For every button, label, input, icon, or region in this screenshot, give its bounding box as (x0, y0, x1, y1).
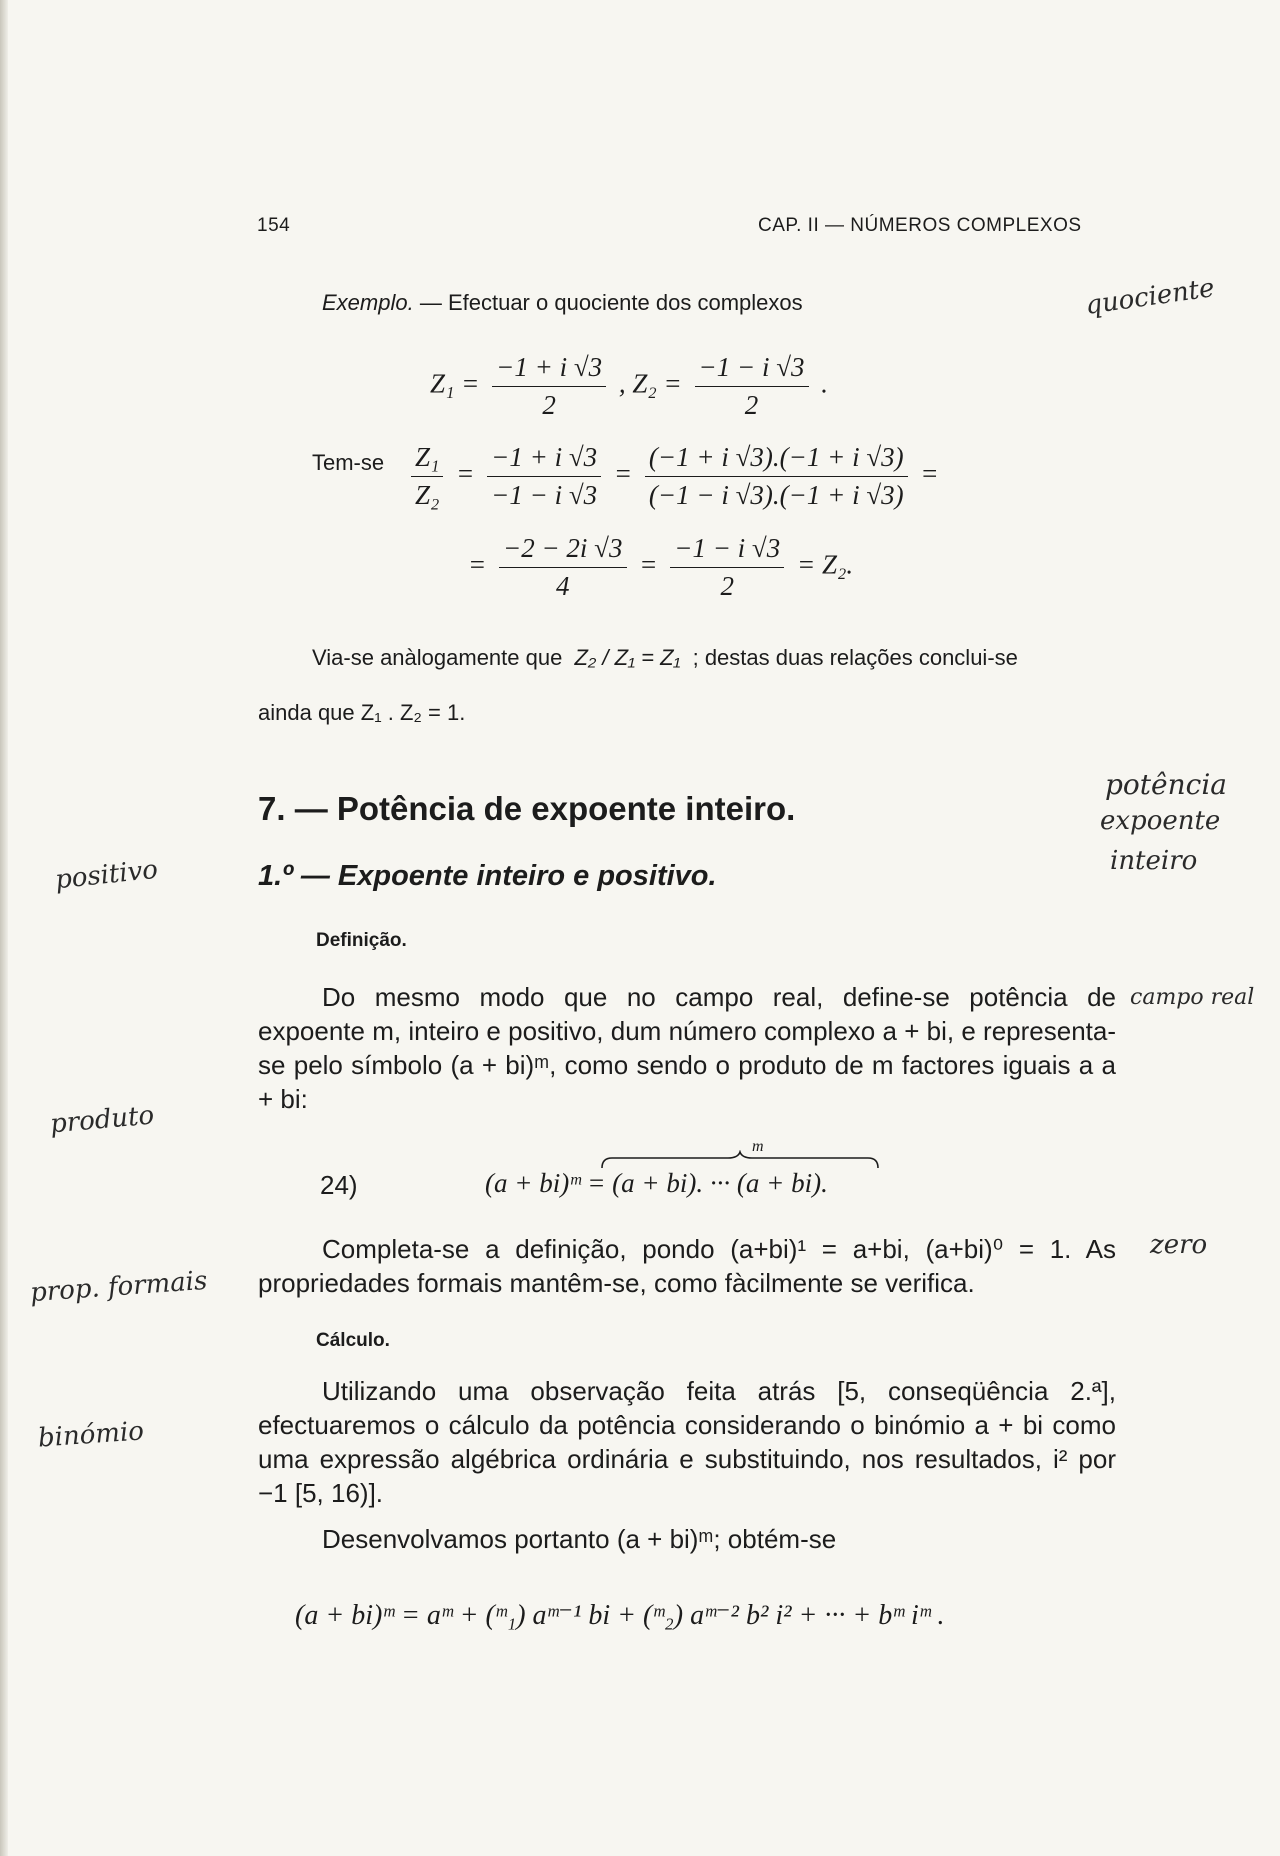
z1-over-z2 (411, 442, 443, 511)
frac-den: 4 (555, 571, 570, 601)
z2-fraction (695, 352, 809, 421)
frac-num: (−1 + i √3).(−1 + i √3) (645, 442, 908, 477)
chapter-header: CAP. II — NÚMEROS COMPLEXOS (758, 215, 1082, 236)
frac-num: −1 + i √3 (487, 442, 601, 477)
frac-den: (−1 − i √3).(−1 + i √3) (648, 480, 904, 510)
section-title: 7. — Potência de expoente inteiro. (258, 790, 796, 827)
viase-relation: Z₂ / Z₁ = Z₁ (574, 645, 681, 670)
note-binomio: binómio (37, 1416, 145, 1454)
completa-text: Completa-se a definição, pondo (a+bi)¹ = a+bi, (a+bi)⁰ = 1. As propriedades formais mantêm-se, como fàcilmente se verifica. (258, 1234, 1116, 1298)
quotient-equation: $\frac{\text{Z₁}}{\text{Z₂}}$ = $\frac{-1 + i √3}{-1 - i √3}$ = $\frac{(-1 + i √3).(-1 + i √3)}{(-1 - i √3).(-1 + i √3)}$ = (405, 442, 939, 511)
viase-text (312, 645, 1018, 671)
calculo-text: Utilizando uma observação feita atrás [5, conseqüência 2.ª], efectuaremos o cálculo da potência considerando o binómio a + bi como uma expressão algébrica ordinária e substituindo, nos resultados, i² por −1 [5, 16)]. (258, 1376, 1116, 1508)
quotient-result: = $\frac{-2 - 2i √3}{4}$ = $\frac{-1 - i √3}{2}$ = Z₂. (468, 533, 854, 601)
note-produto: produto (48, 1100, 156, 1140)
brace-m-label: m (752, 1138, 764, 1155)
calculo-paragraph (258, 1374, 1116, 1510)
note-zero: zero (1150, 1230, 1208, 1260)
z1-fraction (492, 352, 606, 421)
note-expoente: expoente (1100, 806, 1221, 836)
calculo-heading: Cálculo. (316, 1330, 390, 1351)
frac-num: −1 − i √3 (670, 533, 784, 568)
result-step1 (499, 533, 627, 602)
z2-numerator: −1 − i √3 (695, 352, 809, 387)
ainda-text: ainda que Z₁ . Z₂ = 1. (258, 700, 466, 725)
equation-label: 24) (320, 1170, 358, 1200)
viase-conclusion: ; destas duas relações conclui-se (692, 645, 1018, 670)
z2-lhs: , Z₂ = (618, 368, 682, 399)
page-number: 154 (257, 215, 291, 236)
definition-equation: (a + bi)ᵐ = (a + bi). ··· (a + bi). (485, 1168, 828, 1198)
frac-den: −1 − i √3 (491, 480, 598, 510)
z1-numerator: −1 + i √3 (492, 352, 606, 387)
frac-den: Z₂ (415, 480, 440, 510)
z2-denominator: 2 (744, 390, 759, 420)
note-prop-formais: prop. formais (29, 1265, 209, 1309)
desenvolvamos-text: Desenvolvamos portanto (a + bi)ᵐ; obtém-se (322, 1524, 837, 1554)
completa-paragraph (258, 1232, 1116, 1300)
binomial-expansion: (a + bi)ᵐ = aᵐ + (ᵐ₁) aᵐ⁻¹ bi + (ᵐ₂) aᵐ⁻² b² i² + ··· + bᵐ iᵐ . (295, 1600, 945, 1631)
note-campo-real: campo real (1130, 985, 1255, 1010)
note-potencia: potência (1105, 768, 1227, 801)
result-step2 (670, 533, 784, 602)
z1-denominator: 2 (542, 390, 556, 420)
z-definitions: Z₁ = $\frac{-1 + i √3}{2}$ , Z₂ = $\frac{-1 - i √3}{2}$ . (430, 352, 829, 420)
example-intro (322, 290, 803, 316)
page-edge-shadow (0, 0, 8, 1856)
note-inteiro: inteiro (1110, 846, 1198, 876)
overbrace (600, 1150, 880, 1170)
frac-num: Z₁ (411, 442, 443, 477)
example-label: Exemplo. (322, 290, 414, 315)
definition-paragraph (258, 980, 1116, 1116)
result-end: = Z₂. (797, 549, 854, 580)
note-positivo: positivo (53, 854, 160, 896)
definition-text: Do mesmo modo que no campo real, define-se potência de expoente m, inteiro e positivo, dum número complexo a + bi, e representa-se pelo símbolo (a + bi)ᵐ, como sendo o produto de m factores iguais a a + bi: (258, 982, 1116, 1114)
z1-lhs: Z₁ = (430, 368, 480, 399)
subsection-title: 1.º — Expoente inteiro e positivo. (258, 860, 717, 892)
viase-label: Via-se anàlogamente que (312, 645, 563, 670)
quotient-step2 (645, 442, 908, 511)
quotient-step1 (487, 442, 601, 511)
note-quociente: quociente (1083, 273, 1217, 321)
temse-label: Tem-se (312, 450, 385, 475)
frac-num: −2 − 2i √3 (499, 533, 627, 568)
definition-heading: Definição. (316, 930, 407, 951)
frac-den: 2 (720, 571, 734, 601)
example-intro-text: — Efectuar o quociente dos complexos (419, 290, 803, 315)
